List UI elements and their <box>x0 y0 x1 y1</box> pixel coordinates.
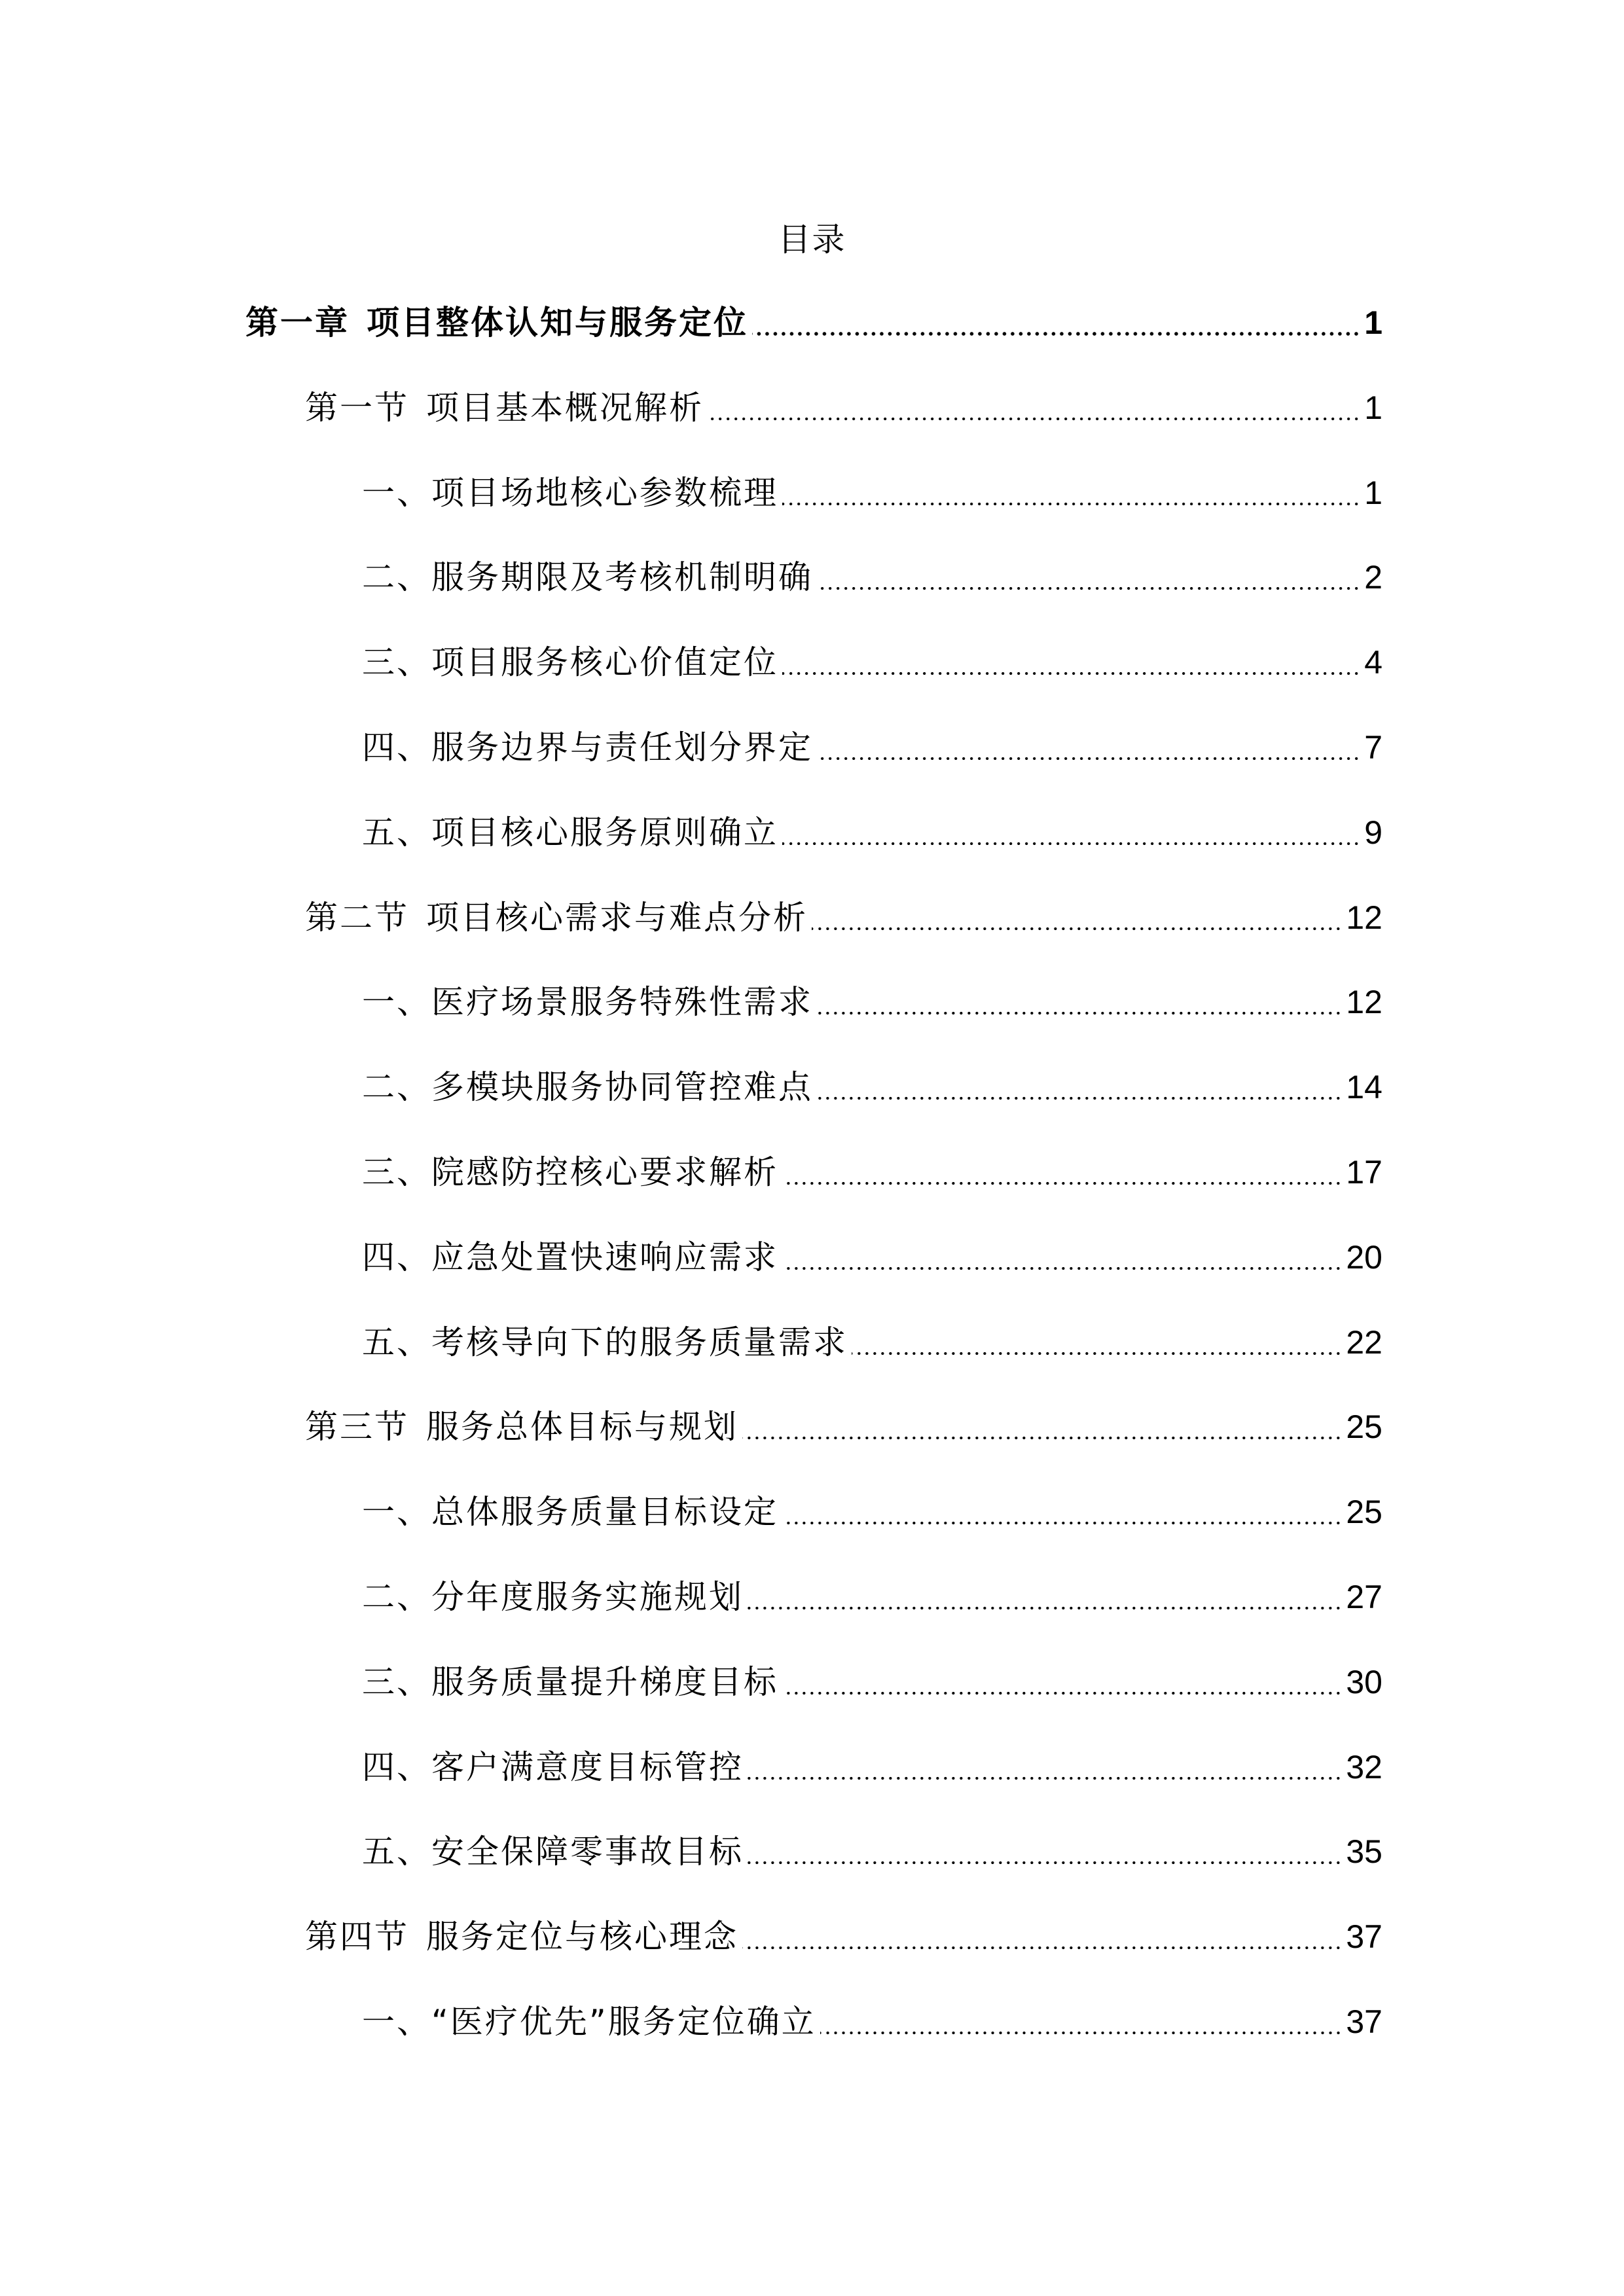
toc-entry[interactable] <box>305 382 1382 434</box>
toc-page-number: 30 <box>1346 1664 1382 1700</box>
toc-entry-label: 五、安全保障零事故目标 <box>362 1833 744 1871</box>
toc-entry[interactable] <box>362 1146 1382 1198</box>
toc-page-number: 25 <box>1346 1494 1382 1530</box>
toc-entry[interactable] <box>362 1741 1382 1793</box>
toc-dot-leader <box>782 636 1360 689</box>
toc-dot-leader <box>812 891 1342 944</box>
toc-dot-leader <box>852 1316 1342 1369</box>
toc-entry[interactable] <box>362 636 1382 689</box>
toc-entry[interactable] <box>305 1401 1382 1453</box>
toc-dot-leader <box>748 1741 1342 1793</box>
toc-page-number: 27 <box>1346 1579 1382 1615</box>
toc-page-number: 12 <box>1346 899 1382 936</box>
toc-entry-label: 二、多模块服务协同管控难点 <box>362 1068 813 1106</box>
toc-dot-leader <box>708 382 1360 434</box>
toc-entry-label: 三、院感防控核心要求解析 <box>362 1153 778 1191</box>
toc-page-number: 2 <box>1364 559 1382 596</box>
toc-entry-label: 四、客户满意度目标管控 <box>362 1748 744 1786</box>
toc-entry[interactable] <box>362 721 1382 774</box>
toc-entry-label: 五、项目核心服务原则确立 <box>362 814 778 852</box>
toc-dot-leader <box>817 1061 1342 1113</box>
toc-dot-leader <box>742 1910 1342 1963</box>
toc-entry[interactable] <box>362 806 1382 859</box>
toc-entry[interactable] <box>362 1656 1382 1708</box>
toc-page-number: 37 <box>1346 1918 1382 1955</box>
toc-entry[interactable] <box>362 1231 1382 1283</box>
toc-page-number: 1 <box>1364 389 1382 426</box>
toc-dot-leader <box>752 296 1360 349</box>
toc-dot-leader <box>817 721 1360 774</box>
toc-entry[interactable] <box>362 1486 1382 1538</box>
toc-entry-label: 一、项目场地核心参数梳理 <box>362 474 778 512</box>
toc-entry[interactable] <box>362 1996 1382 2048</box>
toc-page-number: 17 <box>1346 1154 1382 1191</box>
toc-entry[interactable] <box>245 296 1382 349</box>
toc-page-number: 35 <box>1346 1833 1382 1870</box>
toc-page-number: 25 <box>1346 1408 1382 1445</box>
toc-entry[interactable] <box>305 891 1382 944</box>
toc-dot-leader <box>817 976 1342 1028</box>
toc-page-number: 9 <box>1364 814 1382 851</box>
toc-entry-label: 项目整体认知与服务定位 <box>367 304 748 342</box>
toc-entry-label: 项目基本概况解析 <box>426 389 704 427</box>
toc-entry-prefix: 第三节 <box>305 1408 409 1446</box>
toc-title: 目录 <box>778 221 846 259</box>
toc-entry[interactable] <box>305 1910 1382 1963</box>
toc-dot-leader <box>748 1571 1342 1623</box>
toc-entry-prefix: 第二节 <box>305 899 409 937</box>
toc-entry-label: 一、医疗场景服务特殊性需求 <box>362 983 813 1021</box>
toc-page-number: 1 <box>1364 475 1382 511</box>
toc-page-number: 22 <box>1346 1324 1382 1361</box>
toc-entry-label: 三、服务质量提升梯度目标 <box>362 1663 778 1701</box>
toc-page-number: 12 <box>1346 984 1382 1020</box>
toc-entry[interactable] <box>362 976 1382 1028</box>
toc-entry-label: 服务总体目标与规划 <box>426 1408 738 1446</box>
toc-dot-leader <box>742 1401 1342 1453</box>
toc-dot-leader <box>820 1996 1343 2048</box>
toc-dot-leader <box>782 1486 1342 1538</box>
toc-dot-leader <box>748 1825 1342 1878</box>
toc-entry-label: 二、分年度服务实施规划 <box>362 1578 744 1616</box>
toc-page-number: 4 <box>1364 644 1382 681</box>
toc-page-number: 20 <box>1346 1239 1382 1276</box>
toc-entry-label: 四、应急处置快速响应需求 <box>362 1238 778 1276</box>
toc-dot-leader <box>782 1231 1342 1283</box>
toc-entry-label: 一、总体服务质量目标设定 <box>362 1493 778 1531</box>
toc-page-number: 37 <box>1346 2003 1382 2040</box>
toc-entry-label: 二、服务期限及考核机制明确 <box>362 558 813 596</box>
toc-dot-leader <box>817 551 1360 603</box>
toc-entry-label: 一、“医疗优先”服务定位确立 <box>362 2003 816 2041</box>
toc-entry-label: 服务定位与核心理念 <box>426 1918 738 1956</box>
toc-page-number: 1 <box>1364 304 1382 341</box>
toc-entry[interactable] <box>362 1316 1382 1369</box>
toc-entry-label: 五、考核导向下的服务质量需求 <box>362 1323 848 1361</box>
toc-entry-label: 项目核心需求与难点分析 <box>426 899 808 937</box>
toc-entry[interactable] <box>362 1825 1382 1878</box>
toc-page-number: 7 <box>1364 729 1382 766</box>
toc-entry[interactable] <box>362 551 1382 603</box>
toc-entry-prefix: 第一节 <box>305 389 409 427</box>
toc-entry-label: 三、项目服务核心价值定位 <box>362 643 778 681</box>
toc-entry-prefix: 第四节 <box>305 1918 409 1956</box>
toc-dot-leader <box>782 1146 1342 1198</box>
toc-page-number: 32 <box>1346 1749 1382 1785</box>
toc-entry[interactable] <box>362 467 1382 519</box>
toc-entry[interactable] <box>362 1061 1382 1113</box>
toc-entry-label: 四、服务边界与责任划分界定 <box>362 728 813 766</box>
toc-dot-leader <box>782 467 1360 519</box>
toc-page-number: 14 <box>1346 1069 1382 1105</box>
toc-entry-prefix: 第一章 <box>245 304 350 342</box>
toc-dot-leader <box>782 806 1360 859</box>
toc-dot-leader <box>782 1656 1342 1708</box>
toc-entry[interactable] <box>362 1571 1382 1623</box>
